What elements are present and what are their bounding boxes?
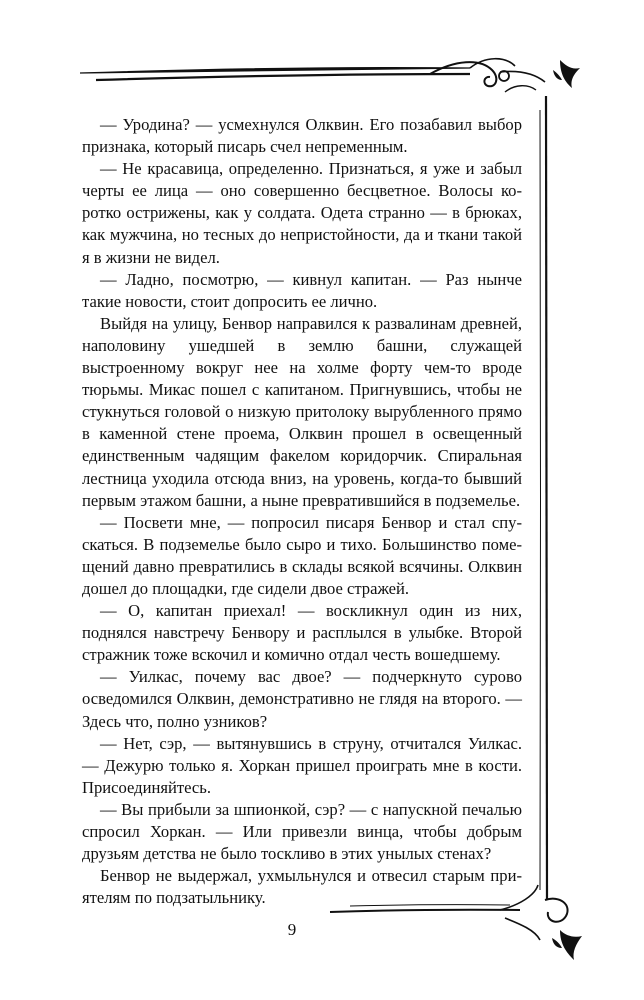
paragraph: — Уродина? — усмехнулся Олквин. Его позабавил выбор признака, который писарь счел непременным. xyxy=(82,115,522,157)
paragraph: — Вы прибыли за шпионкой, сэр? — с напускной печалью спросил Хоркан. — Или привезли винца, чтобы добрым друзьям детства не было тоскливо в этих унылых стенах? xyxy=(82,799,522,864)
paragraph: — Посвети мне, — попросил писаря Бенвор и стал спускаться. В подземелье было сыро и тихо. Большинство помещений давно превратились в склады всякой всячины. Олквин дошел до площадки, где сидели двое стражей. xyxy=(82,512,522,598)
body-text xyxy=(82,114,522,909)
top-ornament xyxy=(80,59,545,92)
right-vertical-rule xyxy=(540,96,547,900)
paragraph: — Не красавица, определенно. Признаться, я уже и забыл черты ее лица — оно совершенно бесцветное. Волосы коротко острижены, как у солдата. Одета странно — в брюках, как мужчина, но тесных до непристойности, да и ткани такой я в жизни не видел. xyxy=(82,159,522,267)
paragraph: — Уилкас, почему вас двое? — подчеркнуто сурово осведомился Олквин, демонстративно не глядя на второго. — Здесь что, полно узников? xyxy=(82,667,522,731)
page-number: 9 xyxy=(287,920,297,939)
top-right-leaf-ornament xyxy=(553,60,580,88)
paragraph: Выйдя на улицу, Бенвор направился к развалинам древней, наполовину ушедшей в землю башни, служащей выстроенному вокруг нее на холме форту чем-то вроде тюрьмы. Микас пошел с капитаном. Пригнувшись, чтобы не стукнуться головой о низкую притолоку вырубленного прямо в каменной стене проема, Олквин прошел в освещенный единственным чадящим факелом коридорчик. Спиральная лестница уходила отсюда вниз, на уровень, когда-то бывший первым этажом башни, а ныне превратившийся в подземелье. xyxy=(82,313,522,510)
paragraph: Бенвор не выдержал, ухмыльнулся и отвесил старым приятелям по подзатыльнику. xyxy=(82,866,522,908)
paragraph: — О, капитан приехал! — воскликнул один из них, поднялся навстречу Бенвору и расплылся в улыбке. Второй стражник тоже вскочил и комично отдал честь вошедшему. xyxy=(82,601,522,665)
paragraph: — Ладно, посмотрю, — кивнул капитан. — Раз нынче такие новости, стоит допросить ее лично. xyxy=(82,269,522,311)
paragraph: — Нет, сэр, — вытянувшись в струну, отчитался Уилкас. — Дежурю только я. Хоркан пришел проиграть мне в кости. Присоединяйтесь. xyxy=(82,733,522,797)
